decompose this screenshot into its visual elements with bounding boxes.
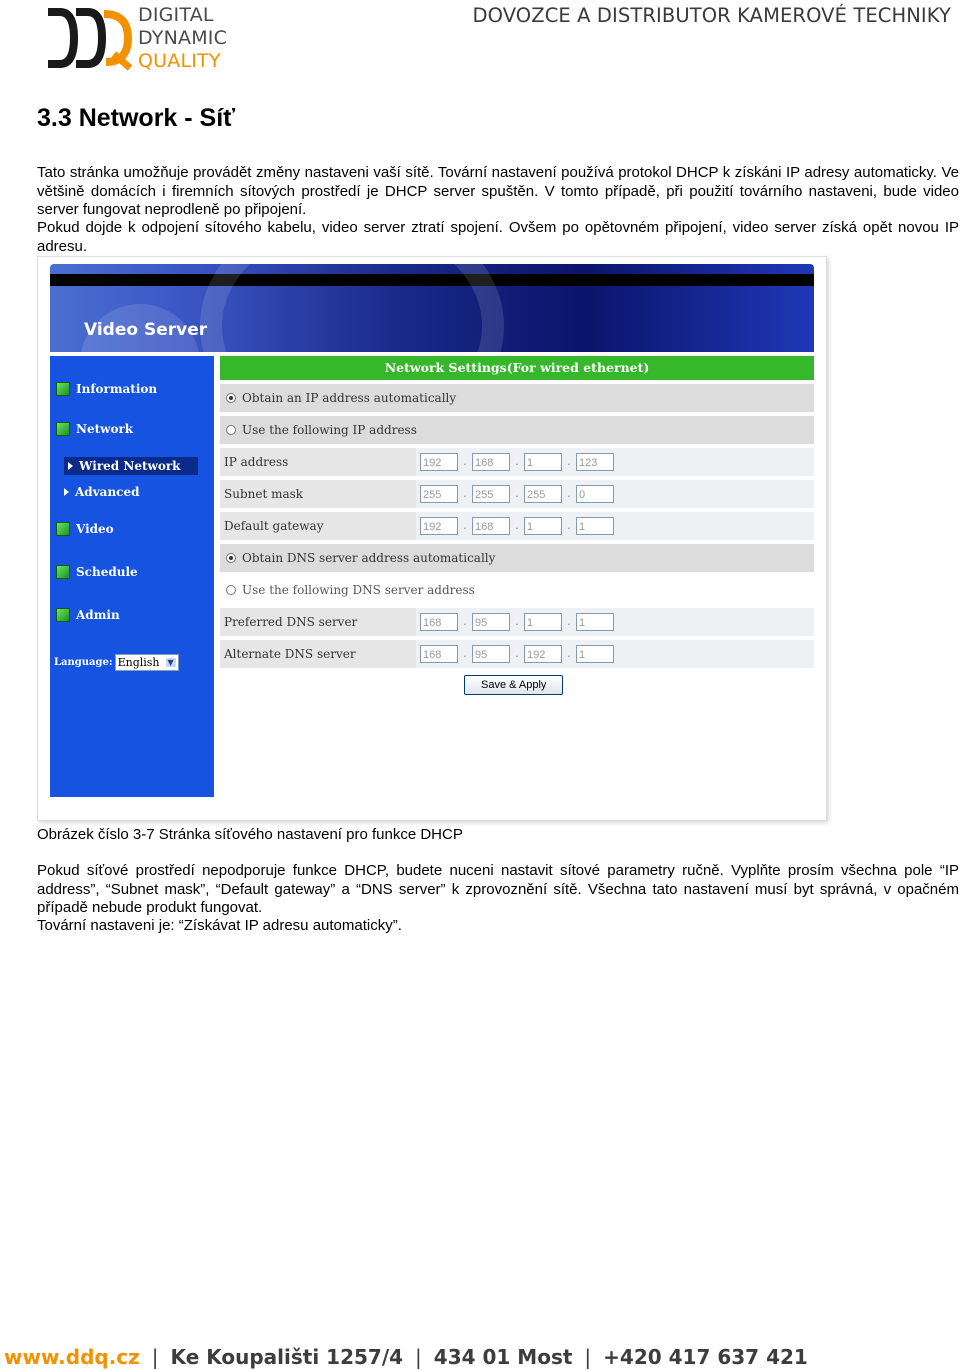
panel-title: Network Settings(For wired ethernet) [220, 356, 814, 380]
radio-dns-auto[interactable] [220, 544, 814, 572]
sidebar-item-label: Information [76, 382, 158, 396]
field-label: Default gateway [220, 512, 416, 540]
ip-octet-3[interactable]: 1 [524, 453, 562, 471]
sidebar-item-schedule[interactable] [56, 565, 138, 579]
sidebar-item-label: Network [76, 422, 134, 436]
gateway-octet-1[interactable]: 192 [420, 517, 458, 535]
logo-line-dynamic: DYNAMIC [138, 27, 228, 49]
preferred-dns-row: Preferred DNS server 168 . 95 . 1 . 1 [220, 608, 814, 636]
mask-octet-3[interactable]: 255 [524, 485, 562, 503]
logo-text [138, 4, 227, 73]
intro-paragraph-2: Pokud dojde k odpojení sítového kabelu, video server ztratí spojení. Ovšem po opětovném připojení, video server získá opět novou IP adresu. [37, 219, 959, 255]
footer-contact: www.ddq.cz | Ke Koupališti 1257/4 | 434 01 Most | +420 417 637 421 [4, 1345, 808, 1369]
sidebar-item-label: Admin [76, 608, 120, 622]
ip-octet-4[interactable]: 123 [576, 453, 614, 471]
field-label: Subnet mask [220, 480, 416, 508]
logo-line-digital: DIGITAL [138, 4, 214, 26]
header-tagline: DOVOZCE A DISTRIBUTOR KAMEROVÉ TECHNIKY [472, 4, 951, 27]
footer-address: Ke Koupališti 1257/4 [170, 1345, 404, 1369]
mask-octet-1[interactable]: 255 [420, 485, 458, 503]
page-title: 3.3 Network - Síť [37, 104, 236, 132]
network-settings-screenshot [37, 256, 827, 821]
sidebar-item-advanced[interactable] [64, 485, 140, 499]
dns2-octet-1[interactable]: 168 [420, 645, 458, 663]
manual-config-paragraph: Pokud síťové prostředí nepodporuje funkce DHCP, budete nuceni nastavit sítové parametry ručně. Vyplňte prosím všechna pole “IP address”, “Subnet mask”, “Default gateway” a “DNS server” k zprovoznění sítě. Všechna tato nastavení musí byt správná, v opačném případě nebude produkt fungovat. [37, 862, 959, 916]
green-square-icon [56, 608, 70, 622]
banner-title: Video Server [84, 320, 208, 340]
sidebar-item-label: Schedule [76, 565, 138, 579]
field-label: Preferred DNS server [220, 608, 416, 636]
arrow-right-icon [68, 462, 73, 470]
gateway-octet-4[interactable]: 1 [576, 517, 614, 535]
sidebar-item-wired-network[interactable] [64, 457, 198, 475]
dns1-octet-1[interactable]: 168 [420, 613, 458, 631]
logo-line-quality: QUALITY [138, 50, 221, 72]
radio-label: Use the following DNS server address [242, 583, 475, 597]
default-gateway-row: Default gateway 192 . 168 . 1 . 1 [220, 512, 814, 540]
green-square-icon [56, 382, 70, 396]
arrow-right-icon [64, 488, 69, 496]
mask-octet-4[interactable]: 0 [576, 485, 614, 503]
radio-label: Obtain an IP address automatically [242, 391, 457, 405]
sidebar-item-label: Video [76, 522, 114, 536]
dns1-octet-2[interactable]: 95 [472, 613, 510, 631]
footer-city: 434 01 Most [433, 1345, 573, 1369]
sidebar-item-admin[interactable] [56, 608, 120, 622]
language-select[interactable] [115, 654, 179, 671]
dns1-octet-4[interactable]: 1 [576, 613, 614, 631]
ip-address-row: IP address 192 . 168 . 1 . 123 [220, 448, 814, 476]
dns2-octet-2[interactable]: 95 [472, 645, 510, 663]
factory-default-paragraph: Tovární nastaveni je: “Získávat IP adresu automaticky”. [37, 917, 402, 934]
sidebar-item-label: Wired Network [79, 459, 181, 473]
radio-label: Obtain DNS server address automatically [242, 551, 496, 565]
radio-dns-manual[interactable] [220, 576, 814, 604]
intro-paragraph: Tato stránka umožňuje provádět změny nastaveni vaší sítě. Tovární nastavení používá protokol DHCP k získáni IP adresy automaticky. Ve většině domácích i firemních sítových prostředí je DHCP server spuštěn. V tomto případě, při použití továrního nastaveni, bude video server fungovat neprodleně po připojení. [37, 164, 959, 218]
field-label: Alternate DNS server [220, 640, 416, 668]
gateway-octet-3[interactable]: 1 [524, 517, 562, 535]
alternate-dns-row: Alternate DNS server 168 . 95 . 192 . 1 [220, 640, 814, 668]
dns2-octet-4[interactable]: 1 [576, 645, 614, 663]
language-selector [54, 654, 179, 671]
dns2-octet-3[interactable]: 192 [524, 645, 562, 663]
language-value: English [117, 656, 160, 669]
sidebar-item-label: Advanced [75, 485, 140, 499]
radio-unselected-icon [226, 585, 236, 595]
subnet-mask-row: Subnet mask 255 . 255 . 255 . 0 [220, 480, 814, 508]
network-settings-panel [220, 356, 814, 702]
gateway-octet-2[interactable]: 168 [472, 517, 510, 535]
green-square-icon [56, 565, 70, 579]
radio-label: Use the following IP address [242, 423, 417, 437]
figure-caption: Obrázek číslo 3-7 Stránka síťového nastavení pro funkce DHCP [37, 826, 463, 843]
radio-selected-icon [226, 393, 236, 403]
green-square-icon [56, 522, 70, 536]
chevron-down-icon: ▼ [167, 658, 174, 667]
sidebar-item-information[interactable] [56, 382, 157, 396]
radio-selected-icon [226, 553, 236, 563]
ip-octet-1[interactable]: 192 [420, 453, 458, 471]
save-apply-button[interactable]: Save & Apply [464, 675, 563, 695]
radio-ip-manual[interactable] [220, 416, 814, 444]
footer-phone: +420 417 637 421 [603, 1345, 808, 1369]
field-label: IP address [220, 448, 416, 476]
mask-octet-2[interactable]: 255 [472, 485, 510, 503]
footer-url[interactable]: www.ddq.cz [4, 1345, 140, 1369]
radio-unselected-icon [226, 425, 236, 435]
dns1-octet-3[interactable]: 1 [524, 613, 562, 631]
sidebar-item-network[interactable] [56, 422, 133, 436]
language-label: Language: [54, 657, 113, 668]
sidebar-nav [50, 356, 214, 797]
radio-ip-auto[interactable] [220, 384, 814, 412]
ip-octet-2[interactable]: 168 [472, 453, 510, 471]
green-square-icon [56, 422, 70, 436]
video-server-banner [50, 264, 814, 352]
sidebar-item-video[interactable] [56, 522, 114, 536]
